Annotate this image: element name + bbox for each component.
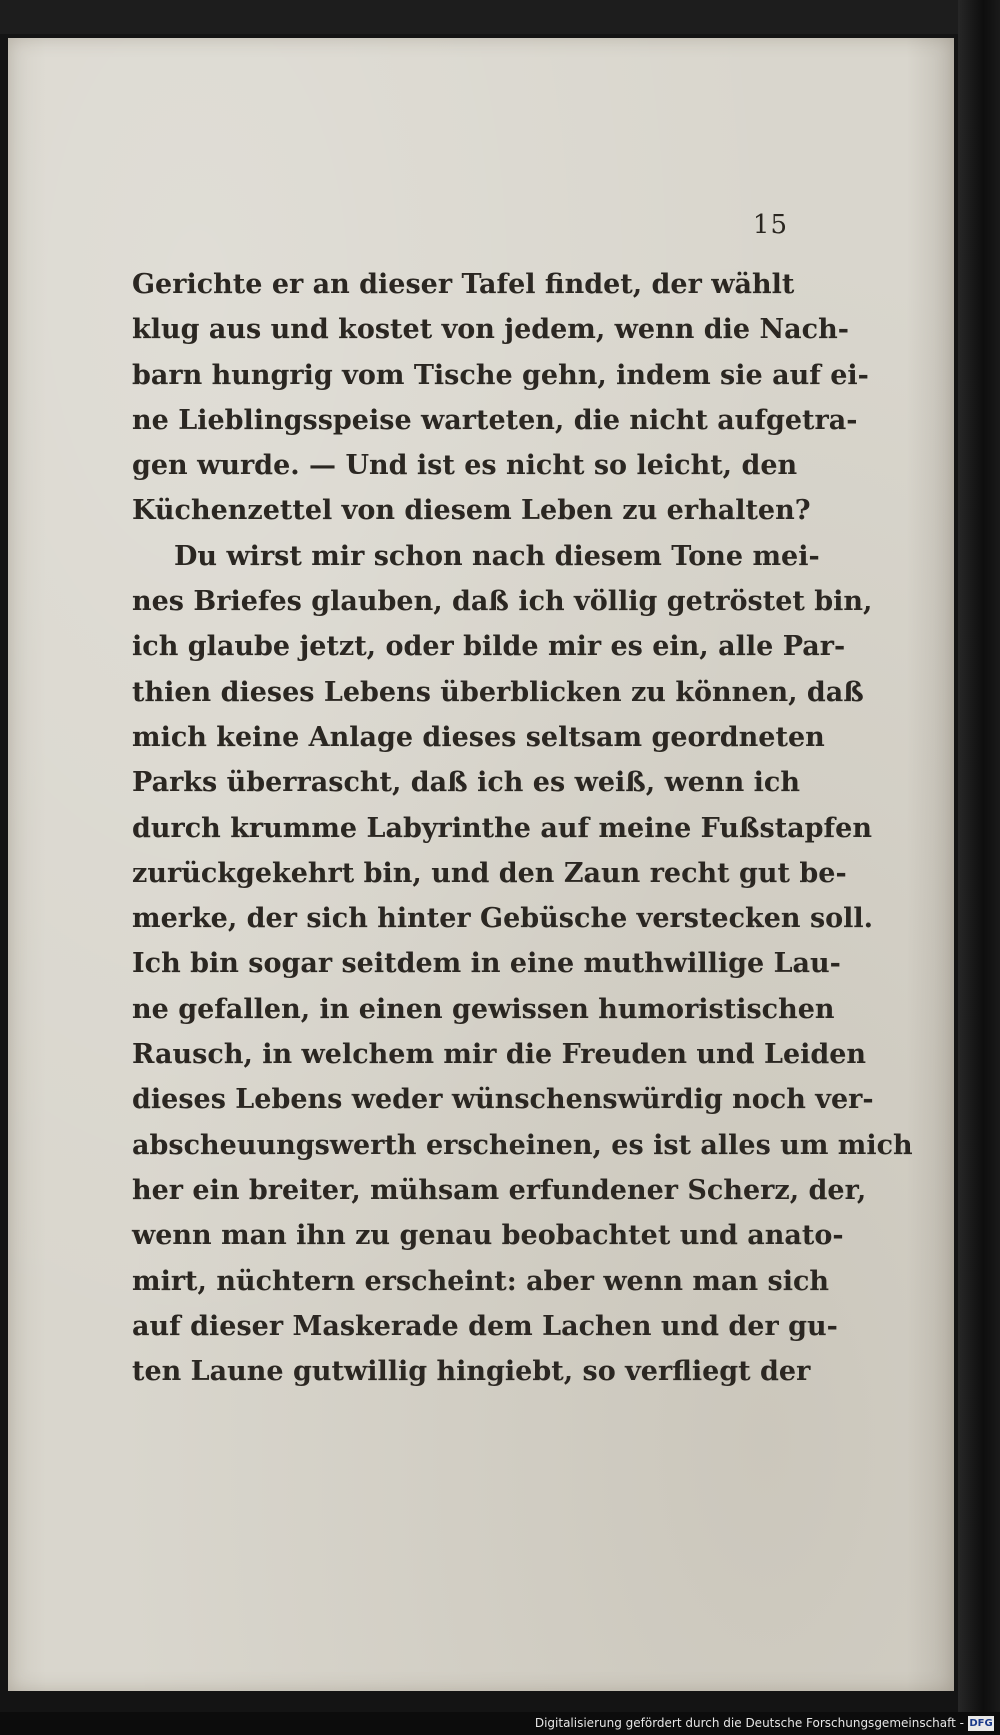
text-line: ich glaube jetzt, oder bilde mir es ein, alle Par- [132, 631, 846, 663]
text-line: gen wurde. — Und ist es nicht so leicht, den [132, 450, 798, 482]
text-line: mich keine Anlage dieses seltsam geordneten [132, 721, 825, 753]
text-line: auf dieser Maskerade dem Lachen und der gu- [132, 1310, 838, 1342]
text-line: durch krumme Labyrinthe auf meine Fußstapfen [132, 812, 872, 844]
text-line: nes Briefes glauben, daß ich völlig getröstet bin, [132, 586, 873, 618]
funding-attribution: Digitalisierung gefördert durch die Deutsche Forschungsgemeinschaft - [534, 1716, 964, 1730]
text-line: Küchenzettel von diesem Leben zu erhalten? [132, 495, 811, 527]
text-line: ne gefallen, in einen gewissen humoristischen [132, 993, 835, 1025]
text-line: merke, der sich hinter Gebüsche verstecken soll. [132, 903, 874, 935]
text-line: Ich bin sogar seitdem in eine muthwillige Lau- [132, 948, 841, 980]
dfg-logo: DFG [969, 1718, 993, 1729]
text-line: dieses Lebens weder wünschenswürdig noch ver- [132, 1084, 874, 1116]
book-spine-edge [958, 0, 1000, 1735]
scan-top-border [0, 0, 1000, 34]
text-line: barn hungrig vom Tische gehn, indem sie auf ei- [132, 359, 869, 391]
text-line: Du wirst mir schon nach diesem Tone mei- [174, 540, 820, 572]
text-line: abscheuungswerth erscheinen, es ist alles um mich [132, 1129, 913, 1161]
text-line: mirt, nüchtern erscheint: aber wenn man sich [132, 1265, 830, 1297]
text-line: Gerichte er an dieser Tafel findet, der wählt [132, 269, 795, 300]
page-body-text [132, 262, 913, 1394]
text-line: thien dieses Lebens überblicken zu können, daß [132, 676, 864, 708]
text-line: wenn man ihn zu genau beobachtet und anato- [132, 1220, 844, 1252]
text-line: Parks überrascht, daß ich es weiß, wenn ich [132, 767, 800, 799]
text-line: her ein breiter, mühsam erfundener Scherz, der, [132, 1174, 867, 1206]
text-line: zurückgekehrt bin, und den Zaun recht gut be- [132, 857, 847, 889]
page-number: 15 [752, 210, 788, 240]
text-line: ne Lieblingsspeise warteten, die nicht aufgetra- [132, 404, 858, 436]
text-line: ten Laune gutwillig hingiebt, so verfliegt der [132, 1356, 811, 1388]
text-line: Rausch, in welchem mir die Freuden und Leiden [132, 1039, 867, 1071]
text-line: klug aus und kostet von jedem, wenn die Nach- [132, 314, 849, 346]
